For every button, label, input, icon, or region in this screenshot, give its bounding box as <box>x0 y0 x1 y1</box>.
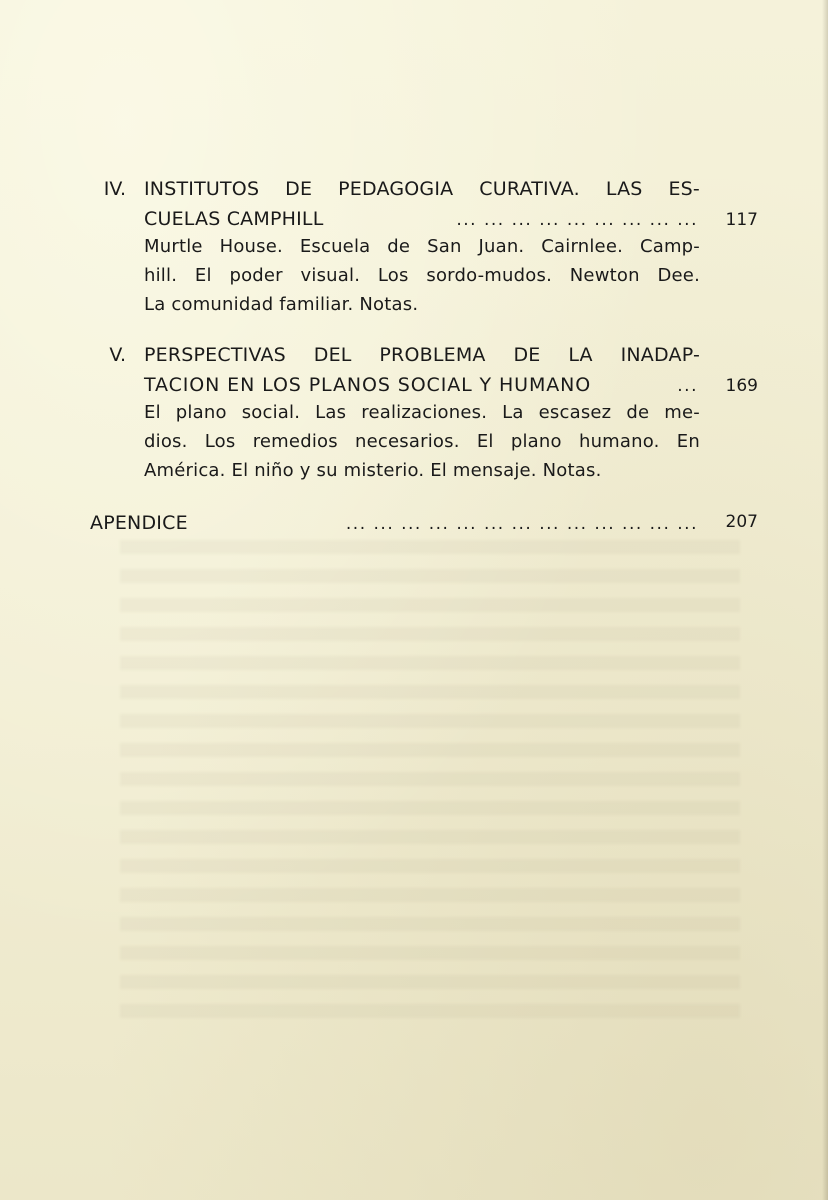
appendix-page-number: 207 <box>725 512 758 532</box>
chapter-numeral: IV. <box>103 178 126 200</box>
dot-leader: ... <box>677 376 698 396</box>
appendix-label: APENDICE <box>90 512 188 534</box>
dot-leader: ... ... ... ... ... ... ... ... ... ... ... ... ... <box>345 514 698 534</box>
chapter-description-line-1: El plano social. Las realizaciones. La escasez de me- <box>144 402 700 423</box>
chapter-title-line-1: INSTITUTOS DE PEDAGOGIA CURATIVA. LAS ES- <box>144 178 700 200</box>
chapter-title-line-2: TACION EN LOS PLANOS SOCIAL Y HUMANO <box>144 374 592 396</box>
chapter-title-line-1: PERSPECTIVAS DEL PROBLEMA DE LA INADAP- <box>144 344 700 366</box>
chapter-page-number: 117 <box>725 210 758 230</box>
chapter-page-number: 169 <box>725 376 758 396</box>
chapter-description-line-2: dios. Los remedios necesarios. El plano humano. En <box>144 431 700 452</box>
paper-edge-shadow <box>822 0 828 1200</box>
chapter-description-line-2: hill. El poder visual. Los sordo-mudos. Newton Dee. <box>144 265 700 286</box>
chapter-title-line-2: CUELAS CAMPHILL <box>144 208 324 230</box>
bleed-through-shadow <box>120 540 740 1020</box>
dot-leader: ... ... ... ... ... ... ... ... ... <box>456 210 698 230</box>
chapter-description-line-3: América. El niño y su misterio. El mensaje. Notas. <box>144 460 602 481</box>
chapter-numeral: V. <box>109 344 126 366</box>
chapter-description-line-1: Murtle House. Escuela de San Juan. Cairnlee. Camp- <box>144 236 700 257</box>
chapter-description-line-3: La comunidad familiar. Notas. <box>144 294 419 315</box>
